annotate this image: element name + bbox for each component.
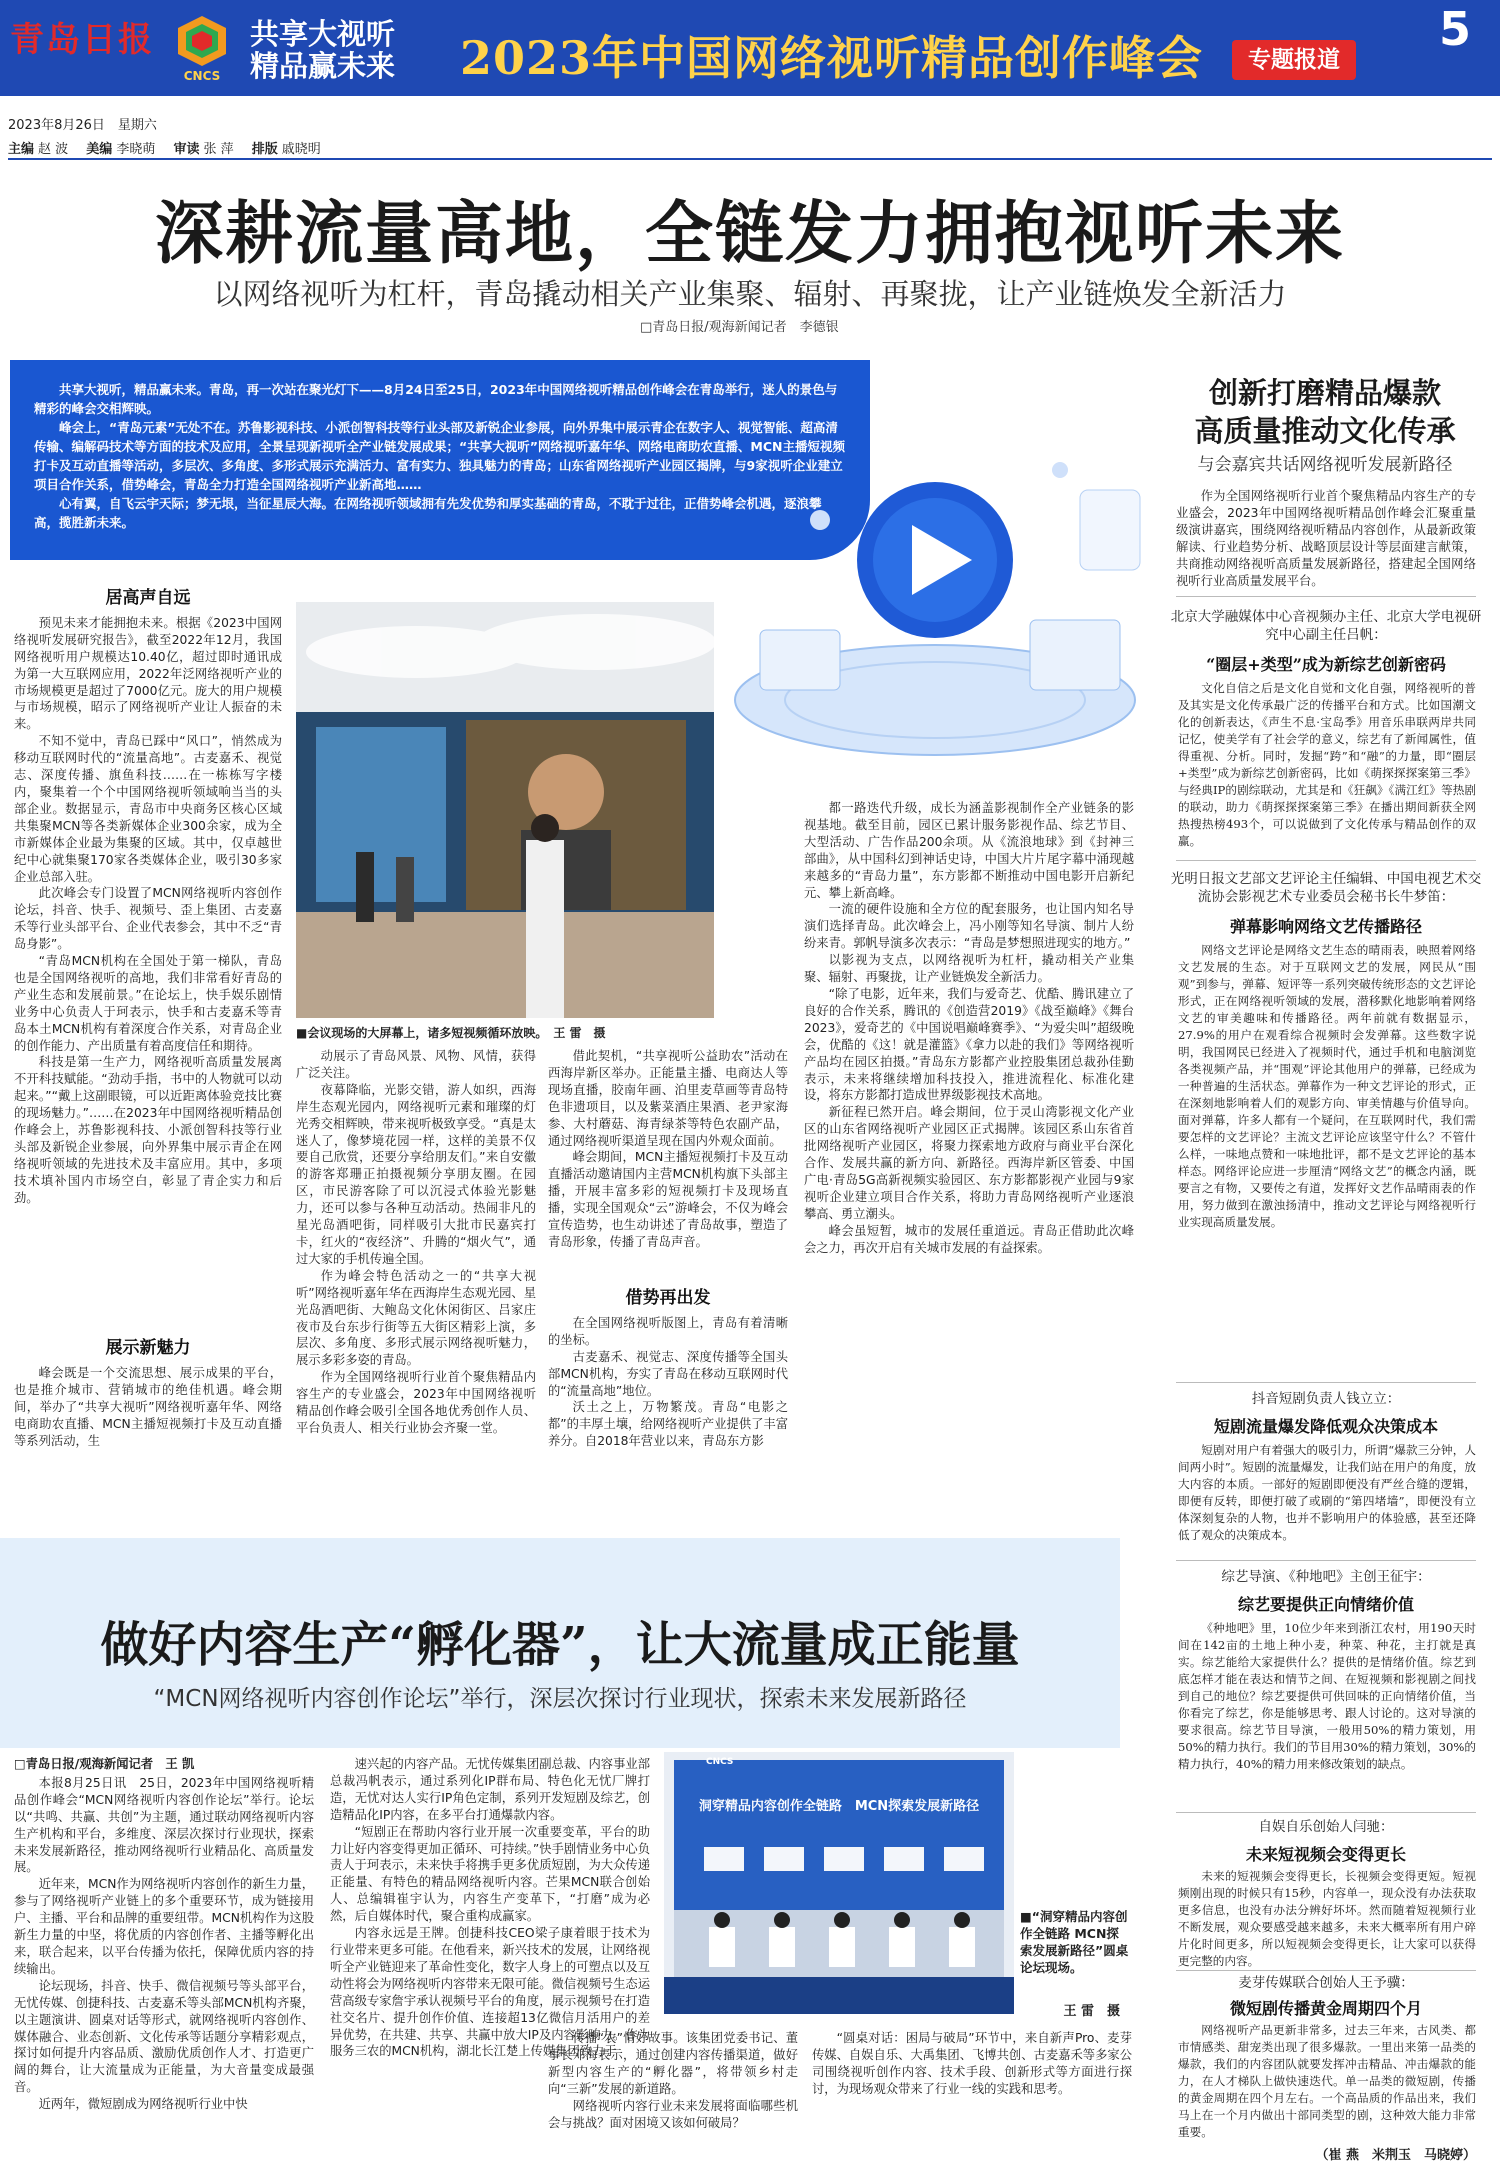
main-article-column-4 [804,800,1134,1490]
paragraph: 峰会既是一个交流思想、展示成果的平台，也是推介城市、营销城市的绝佳机遇。峰会期间，举办了“共享大视听”网络视听嘉年华、网络电商助农直播、MCN主播短视频打卡及互动直播等系列活动，生 [14,1365,282,1448]
paragraph: 不知不觉中，青岛已踩中“风口”，悄然成为移动互联网时代的“流量高地”。古麦嘉禾、视觉志、深度传播、旗鱼科技……在一栋栋写字楼内，聚集着一个个中国网络视听领域响当当的头部企业。数据显示，青岛市中央商务区核心区域共集聚MCN等各类新媒体企业300余家，成为全市新媒体企业最为集聚的区域。其中，仅卓越世纪中心就集聚170家各类媒体企业，吸引30多家企业总部入驻。 [14,734,282,884]
paragraph: 夜幕降临，光影交错，游人如织，西海岸生态观光园内，网络视听元素和璀璨的灯光秀交相辉映，带来视听极致享受。“真是太迷人了，像梦境花园一样，这样的美景不仅要自己欣赏，还要分享给朋友们。”来自安徽的游客郑珊正拍摄视频分享朋友圈。在园区，市民游客除了可以沉浸式体验光影魅力，还可以参与各种互动活动。热闹非凡的星光岛酒吧街，同样吸引大批市民嘉宾打卡，红火的“夜经济”、升腾的“烟火气”，通过大家的手机传遍全国。 [296,1082,537,1266]
speaker-name: 北京大学融媒体中心音视频办主任、北京大学电视研究中心副主任吕帆： [1170,609,1482,643]
editors-line [8,138,335,157]
section-title: 借势再出发 [625,1288,711,1308]
editor-label: 主编 [8,142,35,157]
special-report-badge: 专题报道 [1232,40,1356,80]
sidebar-title-line-2: 高质量推动文化传承 [1194,414,1456,448]
paragraph: 动展示了青岛风景、风物、风情，获得广泛关注。 [296,1049,536,1080]
emblem-text: CNCS [183,69,221,83]
speaker-quote-title: “圈层+类型”成为新综艺创新密码 [1206,655,1446,674]
bottom-subhead: “MCN网络视听内容创作论坛”举行，深层次探讨行业现状，探索未来发展新路径 [153,1686,967,1712]
speaker-name: 抖音短剧负责人钱立立： [1251,1391,1401,1407]
issue-date: 2023年8月26日 星期六 [8,118,157,133]
layout-name: 戚晓明 [281,142,321,157]
main-article-column-3 [548,1048,788,1288]
newspaper-logo: 青岛日报 [10,20,154,60]
main-headline: 深耕流量高地，全链发力拥抱视听未来 [154,194,1345,274]
sidebar-credits: （崔 燕 米荆玉 马晓婷） [1315,2148,1476,2163]
sidebar-divider [1176,596,1476,597]
page-number: 5 [1438,2,1471,56]
main-byline: □青岛日报/观海新闻记者 李德银 [640,320,839,335]
forum-stage-photo [664,1752,1014,2014]
paragraph: 此次峰会专门设置了MCN网络视听内容创作论坛，抖音、快手、视频号、歪上集团、古麦嘉禾等行业头部平台、企业代表参会，其中不乏“青岛身影”。 [14,886,282,952]
lead-paragraph: 共享大视听，精品赢未来。青岛，再一次站在聚光灯下——8月24日至25日，2023年中国网络视听精品创作峰会在青岛举行，迷人的景色与精彩的峰会交相辉映。 [34,382,838,416]
forum-logo-text: CNCS [706,1757,734,1767]
paragraph: 论坛现场，抖音、快手、微信视频号等头部平台，无忧传媒、创捷科技、古麦嘉禾等头部MCN机构齐聚，以主题演讲、圆桌对话等形式，就网络视听内容创作、媒体融合、业态创新、文化传承等话题分享精彩观点，探讨如何提升内容品质、激励优质创作人才、打造更广阔的舞台，让大流量成为正能量，为大音量变成最强音。 [14,1978,314,2095]
speaker-quote-body: 短剧对用户有着强大的吸引力，所谓“爆款三分钟，人间两小时”。短剧的流量爆发，让我们站在用户的角度，放大内容的本质。一部好的短剧即便没有严丝合缝的逻辑，即便有反转，即便打破了或刷的“第四堵墙”，即便没有立体深刻复杂的人物，也并不影响用户的体验感，甚至还降低了观众的决策成本。 [1178,1443,1476,1542]
paragraph: 近两年，微短剧成为网络视听行业中快 [38,2097,248,2112]
paragraph: 作为峰会特色活动之一的“共享大视听”网络视听嘉年华在西海岸生态观光园、星光岛酒吧街、大鲍岛文化休闲街区、吕家庄夜市及台东步行街等五大街区精彩上演，多层次、多角度、多形式展示网络视听魅力，展示多彩多姿的青岛。 [296,1268,537,1368]
speaker-name: 麦芽传媒联合创始人王予骥： [1238,1975,1414,1991]
slogan-line-1: 共享大视听 [250,17,396,51]
photo-caption: ■会议现场的大屏幕上，诸多短视频循环放映。 王 雷 摄 [296,1026,606,1040]
review-name: 张 萍 [203,142,234,157]
paragraph: “短剧正在帮助内容行业开展一次重要变革，平台的助力让好内容变得更加正循环、可持续。”快手剧情业务中心负责人于珂表示，未来快手将携手更多优质短剧，为大众传递正能量、有特色的精品网络视听内容。芒果MCN联合创始人、总编辑崔宇认为，内容生产变革下，“打磨”成为必然，后自媒体时代，聚合重构成赢家。 [330,1824,650,1924]
speaker-quote-title: 微短剧传播黄金周期四个月 [1229,1999,1422,2018]
paragraph: 新征程已然开启。峰会期间，位于灵山湾影视文化产业区的山东省网络视听产业园区正式揭牌。该园区系山东省首批网络视听产业园区，将聚力探索地方政府与商业平台深化合作、发展共赢的新方向、新路径。西海岸新区管委、中国广电·青岛5G高新视频实验园区、东方影都影视产业园与9家视听企业建立项目合作关系，将助力青岛网络视听产业逐浪攀高、勇立潮头。 [804,1105,1134,1221]
paragraph: 都一路迭代升级，成长为涵盖影视制作全产业链条的影视基地。截至目前，园区已累计服务影视作品、综艺节目、大型活动、广告作品200余项。从《流浪地球》到《封神三部曲》，从中国科幻到神话史诗，中国大片片尾字幕中涌现越来越多的“青岛力量”，东方影都不断推动中国电影开启新纪元、攀上新高峰。 [804,801,1134,900]
paragraph: 以影视为支点，以网络视听为杠杆，撬动相关产业集聚、辐射、再聚拢，让产业链焕发全新活力。 [804,953,1134,985]
paragraph: “除了电影，近年来，我们与爱奇艺、优酷、腾讯建立了良好的合作关系，腾讯的《创造营2019》《战至巅峰》《舞台2023》，爱奇艺的《中国说唱巅峰赛季》、“为爱尖叫”超级晚会，优酷的《这！就是灌篮》《拿力以赴的我们》等网络视听产品均在园区拍摄。”青岛东方影都产业控股集团总裁孙佳勤表示，未来将继续增加科技投入，推进流程化、标准化建设，将东方影都打造成世界级影视技术高地。 [804,986,1134,1103]
speaker-quote-title: 短剧流量爆发降低观众决策成本 [1213,1417,1438,1436]
lead-paragraph: 峰会上，“青岛元素”无处不在。苏鲁影视科技、小派创智科技等行业头部及新锐企业参展，向外界集中展示青企在数字人、视觉智能、超高清传输、编解码技术等方面的技术及应用，全景呈现新视听全产业链发展成果；“共享大视听”网络视听嘉年华、网络电商助农直播、MCN主播短视频打卡及互动直播等活动，多层次、多角度、多形式展示充满活力、富有实力、独具魅力的青岛；山东省网络视听产业园区揭牌，与9家视听企业建立项目合作关系，借势峰会，青岛全力打造全国网络视听产业新高地…… [34,420,846,492]
forum-photographer: 王 雷 摄 [1063,2004,1120,2019]
main-article-column-2 [296,1048,536,1498]
bottom-article-column-3 [548,2030,798,2170]
bottom-article-column-4 [812,2030,1132,2170]
paragraph: 科技是第一生产力，网络视听高质量发展离不开科技赋能。“劲动手指，书中的人物就可以动起来。”“戴上这副眼镜，可以近距离体验竞技比赛的现场魅力。”……在2023年中国网络视听精品创作峰会上，苏鲁影视科技、小派创智科技等行业头部及新锐企业参展，向外界集中展示青企在网络视听领域的先进技术及丰富应用。其中，多项技术填补国内市场空白，彰显了青企实力和后劲。 [14,1055,282,1205]
paragraph: 传播“农”情好故事。该集团党委书记、董事长邓海表示，通过创建内容传播渠道，做好新型内容生产的“孵化器”，将带领乡村走向“三新”发展的新道路。 [548,2031,798,2096]
sidebar-divider [1176,1382,1476,1383]
lead-paragraph: 心有翼，自飞云宇天际；梦无垠，当征星辰大海。在网络视听领域拥有先发优势和厚实基础的青岛，不耽于过往，正借势峰会机遇，逐浪攀高，揽胜新未来。 [34,496,822,530]
sidebar-intro: 作为全国网络视听行业首个聚焦精品内容生产的专业盛会，2023年中国网络视听精品创作峰会汇聚重量级演讲嘉宾，围绕网络视听精品内容创作，从最新政策解读、行业趋势分析、战略顶层设计等层面建言献策，共商推动网络视听高质量发展新路径，搭建起全国网络视听行业高质量发展平台。 [1176,489,1476,588]
speaker-quote-title: 未来短视频会变得更长 [1245,1845,1406,1864]
forum-photo-caption: ■“洞穿精品内容创作全链路 MCN探索发展新路径”圆桌论坛现场。 [1020,1909,1129,1975]
sidebar-subtitle: 与会嘉宾共话网络视听发展新路径 [1197,455,1453,475]
art-label: 美编 [86,142,113,157]
sidebar-divider [1176,1560,1476,1561]
section-title: 居高声自远 [105,588,191,608]
bottom-headline: 做好内容生产“孵化器”，让大流量成正能量 [100,1617,1020,1673]
main-article-column-3b [548,1280,788,1480]
sidebar-divider [1176,860,1476,861]
play-button-illustration [700,430,1170,770]
speaker-quote-body: 网络视听产品更新非常多，过去三年来，古风类、都市情感类、甜宠类出现了很多爆款。一里出来第一品类的爆款，我们的内容团队就要发挥冲击精品、冲击爆款的能力，在人才梯队上做快速迭代。单一品类的微短剧，传播的黄金周期在四个月左右。一个高品质的作品出来，我们马上在一个月内做出十部同类型的剧，这种效大能力非常重要。 [1178,2023,1476,2139]
bottom-article-column-1 [14,1756,314,2170]
sidebar-divider [1176,1812,1476,1813]
sidebar-divider [1176,1970,1476,1971]
paragraph: 作为全国网络视听行业首个聚焦精品内容生产的专业盛会，2023年中国网络视听精品创作峰会吸引全国各地优秀创作人员、平台负责人、相关行业协会齐聚一堂。 [296,1370,536,1435]
section-title: 展示新魅力 [105,1338,191,1358]
speaker-name: 自娱自乐创始人闫驰： [1258,1819,1394,1835]
paragraph: 速兴起的内容产品。无忧传媒集团副总裁、内容事业部总裁冯帆表示，通过系列化IP群布局、特色化无忧厂牌打造，无忧对达人实行IP角色定制，系列开发短剧及综艺，创造精品化IP内容，在多平台打通爆款内容。 [330,1757,650,1822]
paragraph: 一流的硬件设施和全方位的配套服务，也让国内知名导演们选择青岛。此次峰会上，冯小刚等知名导演、制片人纷纷来青。郭帆导演多次表示：“青岛是梦想照进现实的地方。” [804,902,1134,951]
paragraph: 本报8月25日讯 25日，2023年中国网络视听精品创作峰会“MCN网络视听内容创作论坛”举行。论坛以“共鸣、共赢、共创”为主题，通过联动网络视听内容生产机构和平台，多维度、深层次探讨行业现状，探索未来发展新路径，推动网络视听行业精品化、高质量发展。 [14,1775,314,1875]
paragraph: 在全国网络视听版图上，青岛有着清晰的坐标。 [548,1315,788,1347]
header-rule [8,158,1492,160]
main-article-column-1b [14,1330,282,1490]
speaker-quote-body: 未来的短视频会变得更长，长视频会变得更短。短视频刚出现的时候只有15秒，内容单一，现众没有办法获取更多信息，也没有办法分辨好坏坏。然而随着短视频行业不断发展，观众要感受越来越多，未来大概率所有用户碎片化时间更多，所以短视频会变得更长，让大家可以获得更完整的内容。 [1178,1869,1476,1968]
paragraph: 峰会虽短暂，城市的发展任重道远。青岛正借助此次峰会之力，再次开启有关城市发展的有益探索。 [804,1223,1134,1255]
speaker-quote-body: 网络文艺评论是网络文艺生态的晴雨表，映照着网络文艺发展的生态。对于互联网文艺的发展，网民从“围观”到参与，弹幕、短评等一系列突破传统形态的文艺评论形式，正在网络视听领域的发展，潜移默化地影响着网络文艺的审美趣味和传播路径。两年前就有数据显示，27.9%的用户在观看综合视频时会发弹幕。这些数字说明，我国网民已经进入了视频时代，通过手机和电脑浏览各类视频产品，并“围观”评论其他用户的弹幕，已经成为一种普遍的生活状态。弹幕作为一种文艺评论的形式，正在深刻地影响着人们的观影方向、审美情趣与价值导向。面对弹幕，许多人都有一个疑问，在互联网时代，我们需要怎样的文艺评论？主流文艺评论应该坚守什么？不管什么样，一味地点赞和一味地批评，都不是文艺评论的基本样态。网络评论应进一步厘清“网络文艺”的概念内涵，既要言之有物，又要传之有道，发挥好文艺作品晴雨表的作用，努力做到在激浊扬清中，推动文艺评论与网络视听行业实现高质量发展。 [1178,943,1476,1229]
paragraph: 预见未来才能拥抱未来。根据《2023中国网络视听发展研究报告》，截至2022年12月，我国网络视听用户规模达10.40亿，超过即时通讯成为第一大互联网应用，2022年泛网络视听产业的市场规模更是超过了7000亿元。庞大的用户规模与市场规模，昭示了网络视听产业让人振奋的未来。 [14,615,282,732]
summit-title: 2023年中国网络视听精品创作峰会 [460,31,1204,85]
paragraph: 近年来，MCN作为网络视听内容创作的新生力量，参与了网络视听产业链上的多个重要环节，成为链接用户、主播、平台和品牌的重要纽带。MCN机构作为这股新生力量的中坚，将优质的内容创作者、主播等孵化出来，联合起来，以平台传播为依托，保障优质内容的持续输出。 [14,1877,314,1976]
paragraph: 借此契机，“共享视听公益助农”活动在西海岸新区举办。正能量主播、电商达人等现场直播，胶南年画、泊里麦草画等青岛特色非遗项目，以及紫菜酒庄果酒、老尹家海参、大村蘑菇、海青绿茶等特色农副产品，通过网络视听渠道呈现在国内外观众面前。 [548,1049,788,1148]
paragraph: 沃土之上，万物繁茂。青岛“电影之都”的丰厚土壤，给网络视听产业提供了丰富养分。自2018年营业以来，青岛东方影 [548,1400,789,1449]
paragraph: 古麦嘉禾、视觉志、深度传播等全国头部MCN机构，夯实了青岛在移动互联网时代的“流量高地”地位。 [548,1349,788,1398]
slogan-line-2: 精品赢未来 [250,49,396,83]
paragraph: 内容永远是王牌。创捷科技CEO梁子康着眼于技术为行业带来更多可能。在他看来，新兴技术的发展，让网络视听全产业链迎来了革命性变化，数字人身上的可塑点以及互动性将会为网络视听内容带来无限可能。微信视频号生态运营高级专家詹宇承认视频号平台的角度，展示视频号在打造社交名片、提升创作价值、连接超13亿微信月活用户的差异优势，在共建、共享、共赢中放大IP及内容影响力。作为服务三农的MCN机构，湖北长江楚上传媒集团致力于 [330,1926,650,2059]
sidebar-title-line-1: 创新打磨精品爆款 [1208,376,1441,410]
sidebar-title [1160,374,1490,450]
main-article-column-1 [14,580,282,1205]
paragraph: “圆桌对话：困局与破局”环节中，来自新声Pro、麦芽传媒、自娱自乐、大禹集团、飞博共创、古麦嘉禾等多家公司围绕视听创作内容、技术手段、创新形式等方面进行探讨，为现场观众带来了行业一线的实践和思考。 [812,2031,1132,2096]
summit-slogan [250,18,450,82]
art-name: 李晓萌 [116,142,156,157]
venue-screen-photo [296,602,714,1018]
forum-banner-text: 洞穿精品内容创作全链路 MCN探索发展新路径 [698,1799,980,1814]
paragraph: “青岛MCN机构在全国处于第一梯队，青岛也是全国网络视听的高地，我们非常看好青岛的产业生态和发展前景。”在论坛上，快手娱乐剧情业务中心负责人于珂表示，快手和古麦嘉禾等青岛本土MCN机构有着深度合作关系，对青岛企业的创作能力、产出质量有着高度信任和期待。 [14,954,282,1053]
speaker-quote-title: 弹幕影响网络文艺传播路径 [1229,917,1422,936]
speaker-quote-title: 综艺要提供正向情绪价值 [1237,1595,1414,1614]
paragraph: 峰会期间，MCN主播短视频打卡及互动直播活动邀请国内主营MCN机构旗下头部主播，开展丰富多彩的短视频打卡及现场直播，实现全国观众“云”游峰会，不仅为峰会宣传造势，也生动讲述了青岛故事，塑造了青岛形象，传播了青岛声音。 [548,1150,788,1249]
speaker-name: 光明日报文艺部文艺评论主任编辑、中国电视艺术交流协会影视艺术专业委员会秘书长牛梦笛： [1170,871,1482,905]
review-label: 审读 [173,142,200,157]
speaker-quote-body: 文化自信之后是文化自觉和文化自强，网络视听的普及其实是文化传承最广泛的传播平台和方式。比如国潮文化的创新表达，《声生不息·宝岛季》用音乐串联两岸共同记忆，使美学有了社会学的意义，综艺有了新闻属性，值得重视、分析。同时，发掘“跨”和“融”的力量，即“圈层+类型”成为新综艺创新密码，比如《萌探探探案第三季》与经典IP的剧综联动，尤其是和《狂飙》《满江红》等热剧的联动，助力《萌探探探案第三季》在播出期间新获全网热搜热榜493个，可以说做到了文化传承与精品创作的双赢。 [1178,681,1476,848]
main-subhead: 以网络视听为杠杆，青岛撬动相关产业集聚、辐射、再聚拢，让产业链焕发全新活力 [213,277,1287,311]
editor-name: 赵 波 [38,142,69,157]
speaker-quote-body: 《种地吧》里，10位少年来到浙江农村，用190天时间在142亩的土地上种小麦，种菜、种花，主打就是真实。综艺能给大家提供什么？提供的是情绪价值。综艺到底怎样才能在表达和情节之间、在短视频和影视剧之间找到自己的地位？综艺要提供可供回味的正向情绪价值，当你看完了综艺，你是能够思考、跟人讨论的。这对导演的要求很高。综艺节目导演，一般用50%的精力策划，用50%的精力执行。我们的节目用30%的精力策划，30%的精力执行，40%的精力用来修改策划的缺点。 [1178,1621,1476,1771]
layout-label: 排版 [251,142,278,157]
summit-emblem-icon [172,14,232,84]
speaker-name: 综艺导演、《种地吧》主创王征宇： [1221,1569,1431,1585]
paragraph: 网络视听内容行业未来发展将面临哪些机会与挑战？面对困境又该如何破局？ [548,2098,798,2130]
bottom-byline: □青岛日报/观海新闻记者 王 凯 [14,1757,195,1771]
